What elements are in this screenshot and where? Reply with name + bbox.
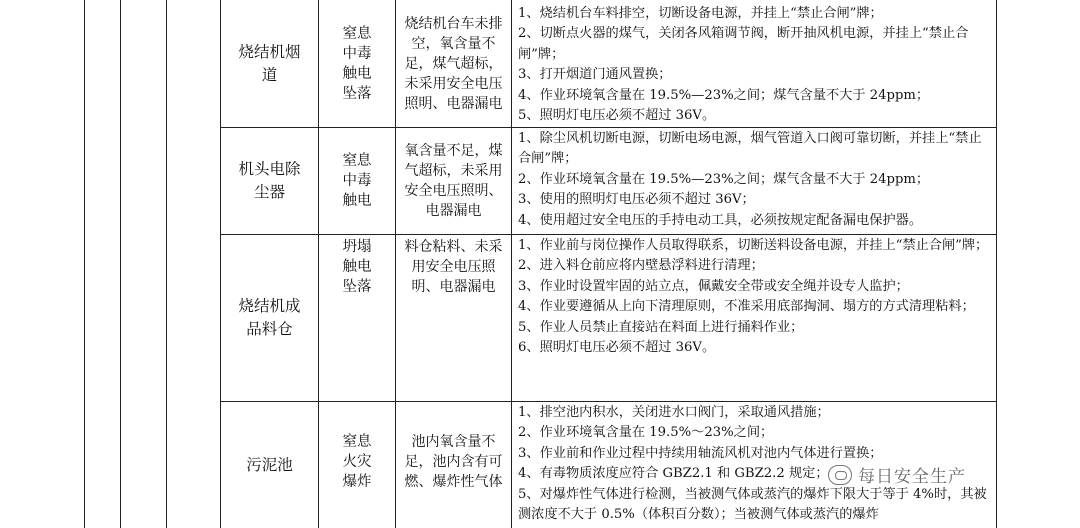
measure-item: 6、照明灯电压必须不超过 36V。 bbox=[518, 340, 716, 356]
measure-item: 5、作业人员禁止直接站在料面上进行捅料作业； bbox=[518, 319, 804, 335]
measures-cell bbox=[512, 128, 996, 234]
measures-cell bbox=[512, 3, 996, 127]
risk-cell bbox=[319, 0, 395, 127]
measure-item: 4、作业环境氧含量在 19.5%—23%之间；煤气含量不大于 24ppm； bbox=[518, 87, 930, 103]
risk-text: 窒息中毒触电 bbox=[342, 153, 372, 209]
measure-item: 3、打开烟道门通风置换； bbox=[518, 67, 672, 83]
measure-item: 1、除尘风机切断电源，切断电场电源，烟气管道入口阀可靠切断，并挂上“禁止合闸”牌； bbox=[518, 131, 982, 167]
place-text: 烧结机烟道 bbox=[238, 42, 301, 84]
measures-cell bbox=[512, 235, 996, 401]
place-cell bbox=[221, 235, 318, 401]
risk-text: 窒息中毒触电坠落 bbox=[342, 25, 372, 102]
risk-text: 窒息火灾爆炸 bbox=[342, 434, 372, 490]
measure-item: 3、使用的照明灯电压必须不超过 36V； bbox=[518, 192, 755, 208]
measure-item: 3、作业前和作业过程中持续用轴流风机对池内气体进行置换； bbox=[518, 445, 883, 461]
cause-text: 料仓粘料、未采用安全电压照明、电器漏电 bbox=[404, 239, 503, 295]
grid-line bbox=[166, 0, 167, 528]
cause-cell bbox=[396, 128, 511, 234]
place-text: 烧结机成品料仓 bbox=[238, 297, 301, 338]
measure-item: 2、作业环境氧含量在 19.5%～23%之间； bbox=[518, 425, 774, 441]
place-cell bbox=[221, 0, 318, 127]
wechat-icon bbox=[828, 465, 852, 485]
risk-cell bbox=[319, 128, 395, 234]
cause-cell bbox=[396, 0, 511, 127]
risk-cell bbox=[319, 235, 395, 325]
measure-item: 4、有毒物质浓度应符合 GBZ2.1 和 GBZ2.2 规定； bbox=[518, 466, 829, 482]
watermark-text: 每日安全生产 bbox=[858, 467, 966, 487]
measure-item: 4、作业要遵循从上向下清理原则，不准采用底部掏洞、塌方的方式清理粘料； bbox=[518, 299, 975, 315]
measure-item: 2、进入料仓前应将内壁悬浮料进行清理； bbox=[518, 258, 764, 274]
measure-item: 2、切断点火器的煤气，关闭各风箱调节阀，断开抽风机电源，并挂上“禁止合闸”牌； bbox=[518, 26, 969, 62]
measure-item: 5、对爆炸性气体进行检测，当被测气体或蒸汽的爆炸下限大于等于 4%时，其被测浓度不大于 0.5%（体积百分数）；当被测气体或蒸汽的爆炸 bbox=[518, 486, 987, 523]
place-text: 机头电除尘器 bbox=[238, 160, 301, 201]
grid-line bbox=[120, 0, 121, 528]
cause-cell bbox=[396, 402, 511, 528]
measure-item: 4、使用超过安全电压的手持电动工具，必须按规定配备漏电保护器。 bbox=[518, 212, 923, 228]
watermark bbox=[828, 462, 966, 487]
measure-item: 3、作业时设置牢固的站立点，佩戴安全带或安全绳并设专人监护； bbox=[518, 278, 909, 294]
grid-line bbox=[996, 0, 997, 528]
cause-text: 池内氧含量不足，池内含有可燃、爆炸性气体 bbox=[404, 434, 503, 490]
measure-item: 1、排空池内积水，关闭进水口阀门，采取通风措施； bbox=[518, 405, 830, 420]
cause-text: 烧结机台车未排空，氧含量不足，煤气超标，未采用安全电压照明、电器漏电 bbox=[404, 15, 503, 112]
risk-text: 坍塌触电坠落 bbox=[342, 239, 372, 295]
risk-cell bbox=[319, 402, 395, 528]
place-cell bbox=[221, 402, 318, 528]
cause-cell bbox=[396, 235, 511, 305]
measure-item: 2、作业环境氧含量在 19.5%—23%之间；煤气含量不大于 24ppm； bbox=[518, 171, 930, 187]
measure-item: 1、烧结机台车料排空，切断设备电源，并挂上“禁止合闸”牌； bbox=[518, 6, 883, 21]
place-cell bbox=[221, 128, 318, 234]
place-text: 污泥池 bbox=[246, 456, 293, 474]
cause-text: 氧含量不足，煤气超标，未采用安全电压照明、电器漏电 bbox=[404, 143, 503, 219]
grid-line bbox=[84, 0, 85, 528]
measure-item: 1、作业前与岗位操作人员取得联系，切断送料设备电源，并挂上“禁止合闸”牌； bbox=[518, 238, 989, 253]
measure-item: 5、照明灯电压必须不超过 36V。 bbox=[518, 108, 716, 124]
